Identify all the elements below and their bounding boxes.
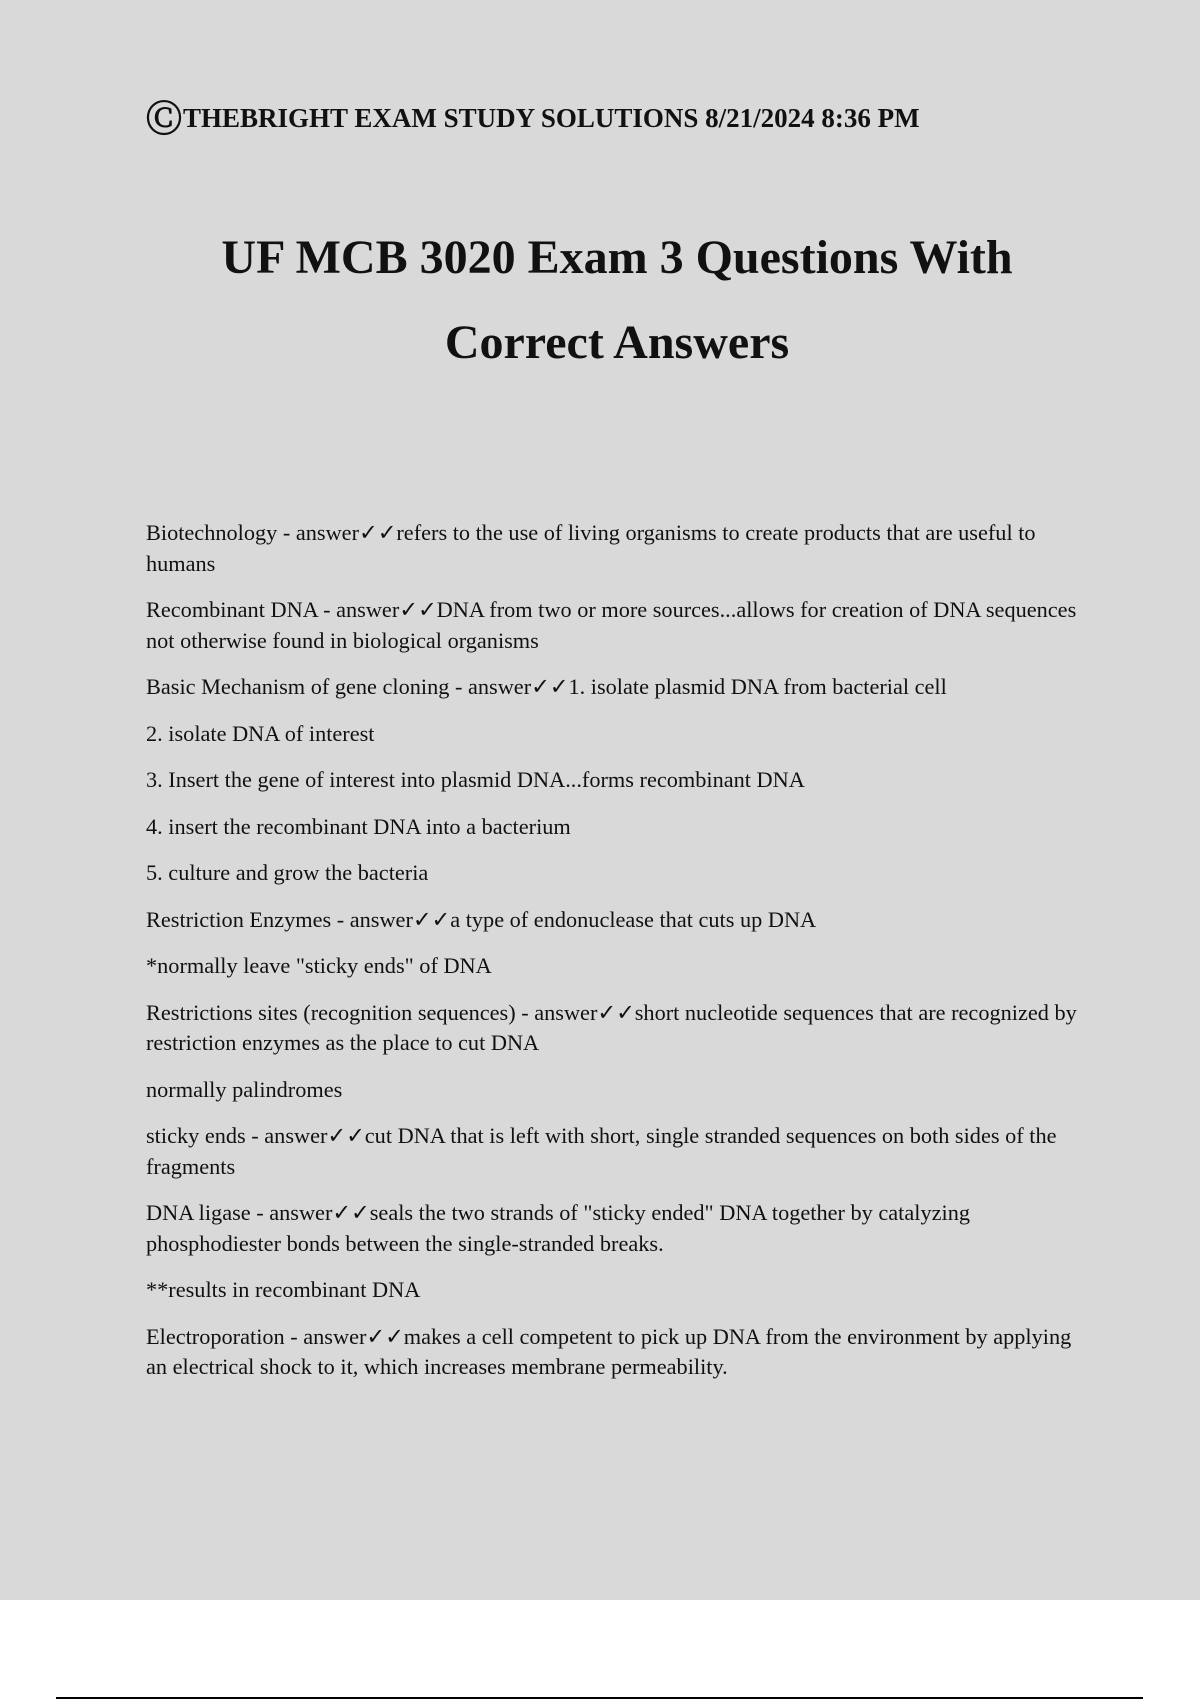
qa-entry: Recombinant DNA - answer✓✓DNA from two or more sources...allows for creation of DNA sequences not otherwise found in biological organisms [146, 597, 1077, 653]
qa-entry: DNA ligase - answer✓✓seals the two strands of "sticky ended" DNA together by catalyzing phosphodiester bonds between the single-stranded breaks. [146, 1200, 970, 1256]
qa-entry: 5. culture and grow the bacteria [146, 860, 429, 885]
qa-entry: normally palindromes [146, 1076, 343, 1102]
qa-entry: 3. Insert the gene of interest into plasmid DNA...forms recombinant DNA [146, 767, 805, 792]
page-header [146, 99, 920, 139]
qa-entry: 2. isolate DNA of interest [146, 720, 375, 746]
qa-entry: Restrictions sites (recognition sequences) - answer✓✓short nucleotide sequences that are recognized by restriction enzymes as the place to cut DNA [146, 999, 1077, 1055]
qa-entry: **results in recombinant DNA [146, 1277, 421, 1302]
qa-entry: Basic Mechanism of gene cloning - answer✓✓1. isolate plasmid DNA from bacterial cell [146, 674, 947, 699]
qa-entry: 4. insert the recombinant DNA into a bacterium [146, 813, 571, 839]
copyright-icon: Ⓒ [146, 99, 183, 139]
title-line-2: Correct Answers [444, 316, 790, 369]
title-line-1: UF MCB 3020 Exam 3 Questions With [221, 231, 1013, 284]
document-title [0, 215, 1200, 385]
qa-entry: sticky ends - answer✓✓cut DNA that is left with short, single stranded sequences on both sides of the fragments [146, 1123, 1057, 1179]
qa-entry: *normally leave "sticky ends" of DNA [146, 953, 492, 978]
header-text: THEBRIGHT EXAM STUDY SOLUTIONS 8/21/2024 8:36 PM [183, 102, 920, 133]
qa-entry: Restriction Enzymes - answer✓✓a type of endonuclease that cuts up DNA [146, 906, 817, 932]
bottom-divider [56, 1697, 1143, 1699]
qa-entry: Biotechnology - answer✓✓refers to the use of living organisms to create products that are useful to humans [146, 520, 1036, 576]
qa-entry: Electroporation - answer✓✓makes a cell competent to pick up DNA from the environment by applying an electrical shock to it, which increases membrane permeability. [146, 1323, 1072, 1379]
qa-content [146, 518, 1096, 1399]
